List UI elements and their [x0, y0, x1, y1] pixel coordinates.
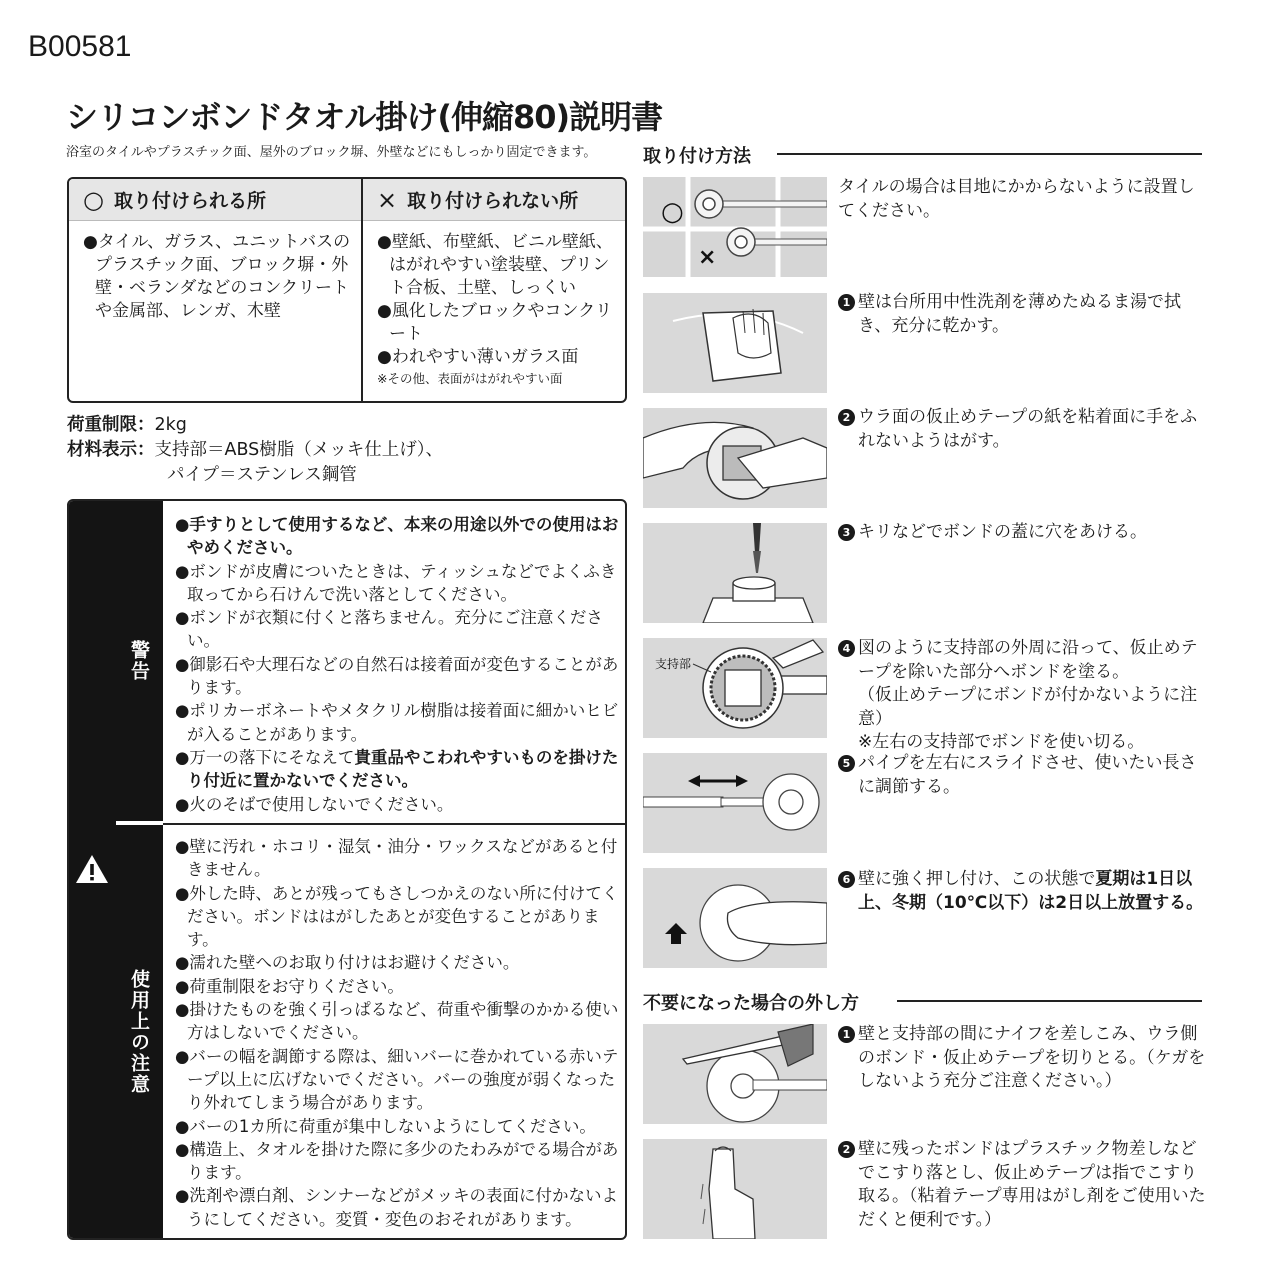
step1-illustration [643, 293, 827, 393]
step-text: 壁に残ったボンドはプラスチック物差しなどでこすり落とし、仮止めテープは指でこすり取る。（粘着テープ専用はがし剤をご使用いただくと便利です。） [858, 1139, 1206, 1230]
warning-triangle-icon [74, 853, 110, 885]
caution-item: ●バーの1カ所に荷重が集中しないようにしてください。 [175, 1116, 596, 1136]
step-text: ウラ面の仮止めテープの紙を粘着面に手をふれないようはがす。 [858, 407, 1198, 451]
product-specs [67, 413, 443, 488]
install-step-6 [838, 868, 1210, 915]
warning-item: ●手すりとして使用するなど、本来の用途以外での使用はおやめください。 [175, 515, 619, 558]
step-text: 壁は台所用中性洗剤を薄めたぬるま湯で拭き、充分に乾かす。 [858, 292, 1181, 336]
load-limit-key: 荷重制限： [67, 415, 155, 435]
not-mountable-item: ●われやすい薄いガラス面 [377, 347, 579, 367]
caution-label: 使用上の注意 [116, 825, 163, 1238]
product-code: B00581 [28, 30, 132, 63]
remove-step2-illustration [643, 1139, 827, 1239]
warning-item-emphasis: 貴重品やこわれやすいものを掛けたり付近に置かないでください。 [187, 747, 619, 791]
install-heading: 取り付け方法 [643, 146, 751, 167]
mountable-label: 取り付けられる所 [113, 190, 266, 212]
knife-cut-graphic [643, 1024, 827, 1124]
warning-item-lead: ●万一の落下にそなえて [175, 747, 355, 767]
remove-heading-rule [897, 1000, 1202, 1002]
circle-ok-icon: ○ [83, 185, 104, 214]
rub-off-graphic [643, 1139, 827, 1239]
step-text: 壁と支持部の間にナイフを差しこみ、ウラ側のボンド・仮止めテープを切りとる。（ケガをしないよう充分ご注意ください。） [858, 1024, 1206, 1091]
step-number-icon: 1 [838, 294, 855, 311]
step-number-icon: 3 [838, 524, 855, 541]
slide-pipe-graphic [643, 753, 827, 853]
remove-step-1 [838, 1023, 1210, 1094]
warning-list [175, 513, 619, 816]
material-key: 材料表示： [67, 440, 155, 460]
warning-box [67, 499, 627, 1240]
mount-surface-table [67, 177, 627, 403]
wipe-wall-graphic [643, 293, 827, 393]
step-number-icon: 5 [838, 755, 855, 772]
not-mountable-label: 取り付けられない所 [407, 190, 579, 212]
step-note: ※左右の支持部でボンドを使い切る。 [858, 732, 1145, 752]
tile-grid-graphic [643, 177, 827, 277]
warning-item: ●ボンドが衣類に付くと落ちません。充分にご注意ください。 [175, 608, 603, 651]
caution-item: ●壁に汚れ・ホコリ・湿気・油分・ワックスなどがあると付きません。 [175, 837, 618, 880]
mountable-column [69, 179, 363, 401]
mountable-item: ●タイル、ガラス、ユニットバスのプラスチック面、ブロック塀・外壁・ベランダなどのコンクリートや金属部、レンガ、木壁 [83, 232, 351, 321]
step-number-icon: 4 [838, 640, 855, 657]
press-to-wall-graphic [643, 868, 827, 968]
page-subtitle: 浴室のタイルやプラスチック面、屋外のブロック塀、外壁などにもしっかり固定できます。 [66, 145, 597, 160]
cross-ng-icon: × [377, 185, 398, 214]
warning-item: ●火のそばで使用しないでください。 [175, 794, 454, 814]
not-mountable-item: ●風化したブロックやコンクリート [377, 301, 613, 344]
apply-bond-graphic [643, 638, 827, 738]
warning-sidebar [69, 501, 116, 1238]
step-number-icon: 2 [838, 1141, 855, 1158]
caution-item: ●外した時、あとが残ってもさしつかえのない所に付けてください。ボンドははがしたあとが変色することがあります。 [175, 883, 619, 950]
caution-item: ●荷重制限をお守りください。 [175, 976, 404, 996]
pierce-cap-graphic [643, 523, 827, 623]
install-step-2 [838, 406, 1210, 453]
caution-item: ●構造上、タオルを掛けた際に多少のたわみがでる場合があります。 [175, 1139, 619, 1183]
step-text: キリなどでボンドの蓋に穴をあける。 [858, 522, 1147, 542]
caution-item: ●掛けたものを強く引っぱるなど、荷重や衝撃のかかる使い方はしないでください。 [175, 1000, 619, 1043]
remove-step1-illustration [643, 1024, 827, 1124]
ng-mark: × [698, 245, 717, 270]
load-limit-value: 2kg [154, 415, 187, 435]
install-heading-rule [777, 153, 1202, 155]
install-step-4 [838, 637, 1210, 755]
step-text: 壁に強く押し付け、この状態で [858, 869, 1096, 889]
caution-list [175, 835, 619, 1231]
install-step-1 [838, 291, 1210, 338]
remove-step-2 [838, 1138, 1210, 1232]
not-mountable-note: ※その他、表面がはがれやすい面 [377, 371, 563, 386]
step-text: パイプを左右にスライドさせ、使いたい長さに調節する。 [858, 753, 1197, 797]
tile-placement-illustration [643, 177, 827, 277]
step2-illustration [643, 408, 827, 508]
warning-item: ●ポリカーボネートやメタクリル樹脂は接着面に細かいヒビが入ることがあります。 [175, 701, 619, 744]
step-number-icon: 6 [838, 871, 855, 888]
warning-item [175, 746, 619, 793]
step-number-icon: 1 [838, 1026, 855, 1043]
material-value-1: 支持部＝ABS樹脂（メッキ仕上げ）、 [154, 440, 444, 460]
not-mountable-item: ●壁紙、布壁紙、ビニル壁紙、はがれやすい塗装壁、プリント合板、土壁、しっくい [377, 232, 613, 298]
tile-note: タイルの場合は目地にかからないように設置してください。 [838, 177, 1195, 221]
step5-illustration [643, 753, 827, 853]
step-text-emphasis: 夏期は1日以上、冬期（10℃以下）は2日以上放置する。 [858, 869, 1204, 913]
step-text: 図のように支持部の外周に沿って、仮止めテープを除いた部分へボンドを塗る。 [858, 638, 1198, 682]
not-mountable-column [363, 179, 625, 401]
warning-item: ●ボンドが皮膚についたときは、ティッシュなどでよくふき取ってから石けんで洗い落としてください。 [175, 561, 617, 604]
peel-tape-graphic [643, 408, 827, 508]
step-note: （仮止めテープにボンドが付かないように注意） [858, 685, 1198, 729]
material-value-2: パイプ＝ステンレス鋼管 [167, 465, 357, 485]
ok-mark: ○ [661, 197, 684, 227]
caution-item: ●洗剤や漂白剤、シンナーなどがメッキの表面に付かないようにしてください。変質・変色のおそれがあります。 [175, 1186, 618, 1229]
support-label: 支持部 [655, 657, 692, 671]
page-title: シリコンボンドタオル掛け(伸縮80)説明書 [66, 98, 663, 136]
caution-item: ●バーの幅を調節する際は、細いバーに巻かれている赤いテープ以上に広げないでください。バーの強度が弱くなったり外れてしまう場合があります。 [175, 1046, 619, 1113]
caution-item: ●濡れた壁へのお取り付けはお避けください。 [175, 953, 520, 973]
install-step-5 [838, 752, 1210, 799]
step-number-icon: 2 [838, 409, 855, 426]
section-divider [163, 823, 625, 825]
remove-heading: 不要になった場合の外し方 [643, 993, 859, 1014]
mountable-header [69, 179, 361, 221]
step4-illustration [643, 638, 827, 738]
warning-label: 警告 [116, 501, 163, 823]
install-step-3 [838, 521, 1210, 545]
not-mountable-header [363, 179, 625, 221]
warning-item: ●御影石や大理石などの自然石は接着面が変色することがあります。 [175, 654, 619, 698]
step6-illustration [643, 868, 827, 968]
step3-illustration [643, 523, 827, 623]
